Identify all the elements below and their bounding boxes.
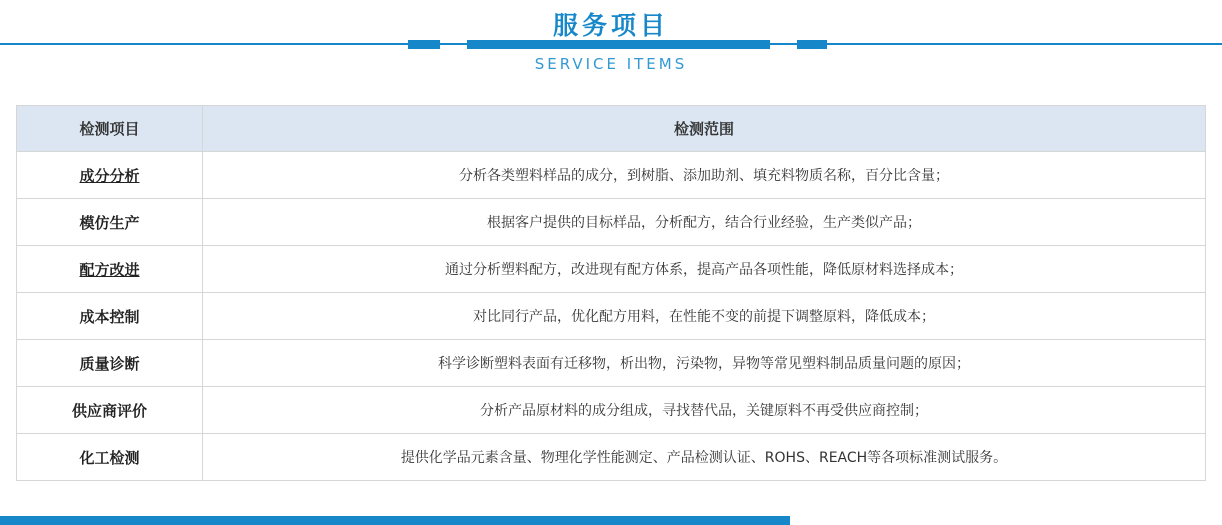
column-header-scope: 检测范围 <box>203 106 1206 152</box>
service-scope: 分析产品原材料的成分组成，寻找替代品，关键原料不再受供应商控制； <box>203 387 1206 434</box>
table-row <box>17 246 1206 293</box>
title-divider <box>0 40 1222 49</box>
divider-segment-center <box>467 40 770 49</box>
table-header-row <box>17 106 1206 152</box>
table-row <box>17 199 1206 246</box>
footer-accent-bar <box>0 516 790 525</box>
table-row <box>17 340 1206 387</box>
divider-segment-left <box>408 40 440 49</box>
service-item-label: 化工检测 <box>17 434 203 481</box>
table-row <box>17 152 1206 199</box>
table-row <box>17 387 1206 434</box>
service-scope: 对比同行产品，优化配方用料，在性能不变的前提下调整原料，降低成本； <box>203 293 1206 340</box>
service-scope: 分析各类塑料样品的成分，到树脂、添加助剂、填充料物质名称，百分比含量； <box>203 152 1206 199</box>
service-scope: 根据客户提供的目标样品，分析配方，结合行业经验，生产类似产品； <box>203 199 1206 246</box>
service-item-link[interactable]: 成分分析 <box>17 152 203 199</box>
column-header-item: 检测项目 <box>17 106 203 152</box>
service-item-link[interactable]: 配方改进 <box>17 246 203 293</box>
service-scope: 科学诊断塑料表面有迁移物，析出物，污染物，异物等常见塑料制品质量问题的原因； <box>203 340 1206 387</box>
service-scope: 通过分析塑料配方，改进现有配方体系，提高产品各项性能，降低原材料选择成本； <box>203 246 1206 293</box>
section-title: 服务项目 <box>552 11 669 40</box>
service-scope: 提供化学品元素含量、物理化学性能测定、产品检测认证、ROHS、REACH等各项标准测试服务。 <box>203 434 1206 481</box>
service-item-label: 成本控制 <box>17 293 203 340</box>
service-item-label: 模仿生产 <box>17 199 203 246</box>
service-item-label: 质量诊断 <box>17 340 203 387</box>
table-row <box>17 434 1206 481</box>
service-item-label: 供应商评价 <box>17 387 203 434</box>
divider-segment-right <box>797 40 827 49</box>
table-row <box>17 293 1206 340</box>
section-subtitle: SERVICE ITEMS <box>534 55 688 73</box>
service-table <box>16 105 1206 481</box>
